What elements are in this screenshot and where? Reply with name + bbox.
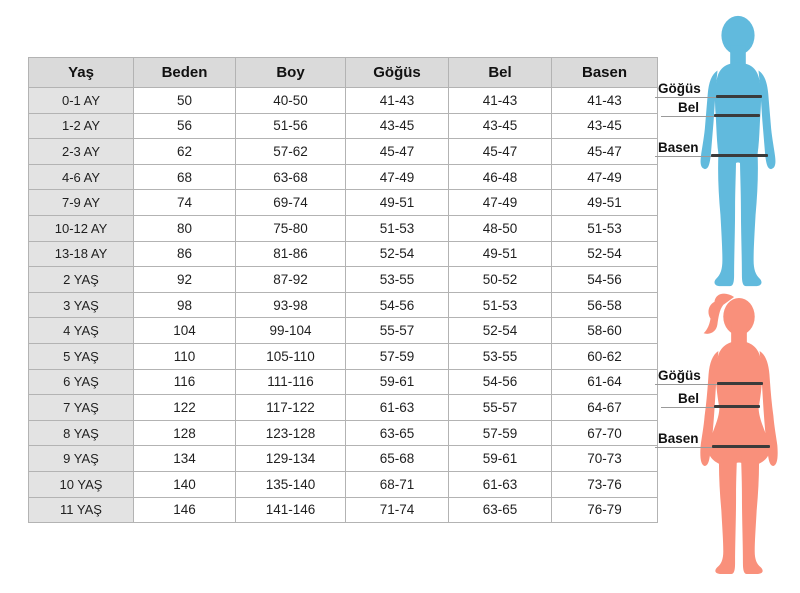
column-header-waist: Bel — [449, 58, 552, 88]
value-cell: 58-60 — [552, 318, 658, 344]
value-cell: 63-68 — [236, 164, 346, 190]
value-cell: 61-63 — [449, 471, 552, 497]
value-cell: 55-57 — [449, 395, 552, 421]
value-cell: 49-51 — [552, 190, 658, 216]
value-cell: 122 — [134, 395, 236, 421]
column-header-hips: Basen — [552, 58, 658, 88]
table-row — [29, 215, 658, 241]
girl-waist-label: Bel — [661, 391, 715, 408]
value-cell: 64-67 — [552, 395, 658, 421]
table-row — [29, 420, 658, 446]
value-cell: 62 — [134, 139, 236, 165]
value-cell: 73-76 — [552, 471, 658, 497]
baby-chest-line — [716, 95, 762, 98]
value-cell: 63-65 — [449, 497, 552, 523]
value-cell: 104 — [134, 318, 236, 344]
girl-hips-label: Basen — [655, 431, 713, 448]
value-cell: 140 — [134, 471, 236, 497]
value-cell: 41-43 — [449, 88, 552, 114]
value-cell: 70-73 — [552, 446, 658, 472]
value-cell: 135-140 — [236, 471, 346, 497]
value-cell: 134 — [134, 446, 236, 472]
table-row — [29, 369, 658, 395]
value-cell: 99-104 — [236, 318, 346, 344]
value-cell: 111-116 — [236, 369, 346, 395]
value-cell: 86 — [134, 241, 236, 267]
value-cell: 116 — [134, 369, 236, 395]
age-cell: 13-18 AY — [29, 241, 134, 267]
age-cell: 3 YAŞ — [29, 292, 134, 318]
value-cell: 80 — [134, 215, 236, 241]
value-cell: 53-55 — [346, 267, 449, 293]
table-row — [29, 241, 658, 267]
value-cell: 45-47 — [552, 139, 658, 165]
value-cell: 61-63 — [346, 395, 449, 421]
baby-chest-label: Göğüs — [655, 81, 718, 98]
value-cell: 146 — [134, 497, 236, 523]
value-cell: 43-45 — [449, 113, 552, 139]
age-cell: 0-1 AY — [29, 88, 134, 114]
table-row — [29, 395, 658, 421]
value-cell: 117-122 — [236, 395, 346, 421]
age-cell: 9 YAŞ — [29, 446, 134, 472]
table-row — [29, 88, 658, 114]
value-cell: 52-54 — [449, 318, 552, 344]
baby-waist-label: Bel — [661, 100, 715, 117]
value-cell: 51-53 — [552, 215, 658, 241]
value-cell: 51-53 — [346, 215, 449, 241]
value-cell: 49-51 — [346, 190, 449, 216]
value-cell: 57-59 — [346, 343, 449, 369]
value-cell: 49-51 — [449, 241, 552, 267]
header-row — [29, 58, 658, 88]
baby-hips-line — [711, 154, 768, 157]
value-cell: 51-53 — [449, 292, 552, 318]
value-cell: 48-50 — [449, 215, 552, 241]
age-cell: 7-9 AY — [29, 190, 134, 216]
value-cell: 129-134 — [236, 446, 346, 472]
value-cell: 52-54 — [346, 241, 449, 267]
value-cell: 56 — [134, 113, 236, 139]
value-cell: 61-64 — [552, 369, 658, 395]
age-cell: 5 YAŞ — [29, 343, 134, 369]
value-cell: 41-43 — [552, 88, 658, 114]
table-row — [29, 497, 658, 523]
table-row — [29, 343, 658, 369]
girl-chest-line — [717, 382, 763, 385]
value-cell: 47-49 — [346, 164, 449, 190]
value-cell: 45-47 — [449, 139, 552, 165]
size-table-body — [29, 88, 658, 523]
table-row — [29, 471, 658, 497]
value-cell: 60-62 — [552, 343, 658, 369]
girl-hips-line — [712, 445, 770, 448]
size-table-header — [29, 58, 658, 88]
baby-waist-line — [714, 114, 760, 117]
value-cell: 59-61 — [449, 446, 552, 472]
value-cell: 93-98 — [236, 292, 346, 318]
value-cell: 71-74 — [346, 497, 449, 523]
age-cell: 2-3 AY — [29, 139, 134, 165]
value-cell: 128 — [134, 420, 236, 446]
value-cell: 40-50 — [236, 88, 346, 114]
size-table — [28, 57, 658, 523]
value-cell: 123-128 — [236, 420, 346, 446]
value-cell: 57-59 — [449, 420, 552, 446]
table-row — [29, 318, 658, 344]
value-cell: 45-47 — [346, 139, 449, 165]
value-cell: 76-79 — [552, 497, 658, 523]
value-cell: 50 — [134, 88, 236, 114]
value-cell: 87-92 — [236, 267, 346, 293]
age-cell: 2 YAŞ — [29, 267, 134, 293]
age-cell: 11 YAŞ — [29, 497, 134, 523]
baby-hips-label: Basen — [655, 140, 712, 157]
age-cell: 4-6 AY — [29, 164, 134, 190]
value-cell: 54-56 — [449, 369, 552, 395]
table-row — [29, 267, 658, 293]
value-cell: 51-56 — [236, 113, 346, 139]
value-cell: 43-45 — [552, 113, 658, 139]
value-cell: 52-54 — [552, 241, 658, 267]
value-cell: 59-61 — [346, 369, 449, 395]
value-cell: 68-71 — [346, 471, 449, 497]
value-cell: 43-45 — [346, 113, 449, 139]
value-cell: 110 — [134, 343, 236, 369]
table-row — [29, 113, 658, 139]
age-cell: 8 YAŞ — [29, 420, 134, 446]
value-cell: 105-110 — [236, 343, 346, 369]
value-cell: 65-68 — [346, 446, 449, 472]
table-row — [29, 139, 658, 165]
value-cell: 74 — [134, 190, 236, 216]
value-cell: 54-56 — [552, 267, 658, 293]
column-header-chest: Göğüs — [346, 58, 449, 88]
value-cell: 47-49 — [449, 190, 552, 216]
age-cell: 1-2 AY — [29, 113, 134, 139]
value-cell: 63-65 — [346, 420, 449, 446]
table-row — [29, 292, 658, 318]
value-cell: 54-56 — [346, 292, 449, 318]
value-cell: 46-48 — [449, 164, 552, 190]
column-header-height: Boy — [236, 58, 346, 88]
value-cell: 92 — [134, 267, 236, 293]
girl-chest-label: Göğüs — [655, 368, 718, 385]
column-header-size: Beden — [134, 58, 236, 88]
value-cell: 55-57 — [346, 318, 449, 344]
table-row — [29, 446, 658, 472]
table-row — [29, 164, 658, 190]
age-cell: 4 YAŞ — [29, 318, 134, 344]
age-cell: 10 YAŞ — [29, 471, 134, 497]
value-cell: 47-49 — [552, 164, 658, 190]
value-cell: 41-43 — [346, 88, 449, 114]
table-row — [29, 190, 658, 216]
value-cell: 53-55 — [449, 343, 552, 369]
value-cell: 141-146 — [236, 497, 346, 523]
value-cell: 67-70 — [552, 420, 658, 446]
value-cell: 56-58 — [552, 292, 658, 318]
age-cell: 6 YAŞ — [29, 369, 134, 395]
value-cell: 75-80 — [236, 215, 346, 241]
value-cell: 57-62 — [236, 139, 346, 165]
age-cell: 7 YAŞ — [29, 395, 134, 421]
column-header-age: Yaş — [29, 58, 134, 88]
girl-waist-line — [714, 405, 760, 408]
age-cell: 10-12 AY — [29, 215, 134, 241]
value-cell: 68 — [134, 164, 236, 190]
value-cell: 69-74 — [236, 190, 346, 216]
value-cell: 50-52 — [449, 267, 552, 293]
value-cell: 81-86 — [236, 241, 346, 267]
value-cell: 98 — [134, 292, 236, 318]
